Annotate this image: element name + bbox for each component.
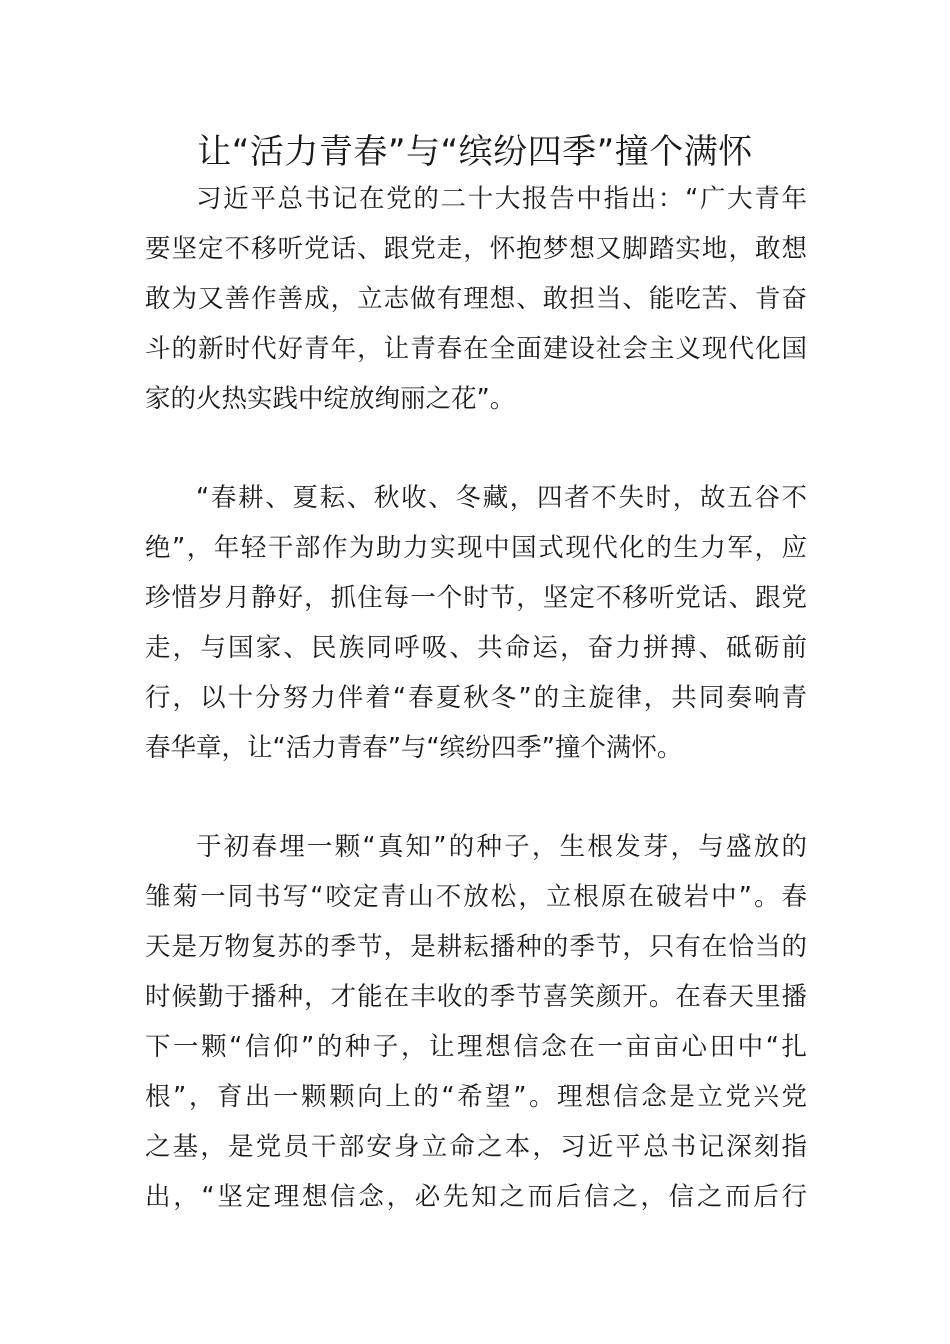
paragraph-line: 家的火热实践中绽放绚丽之花”。: [145, 384, 516, 414]
document-title: 让“活力青春”与“缤纷四季”撞个满怀: [197, 132, 753, 172]
paragraph-1: [145, 174, 807, 424]
paragraph-line: 之基，是党员干部安身立命之本，习近平总书记深刻指: [145, 1132, 807, 1162]
paragraph-line: 行，以十分努力伴着“春夏秋冬”的主旋律，共同奏响青: [145, 683, 807, 713]
paragraph-line: “春耕、夏耘、秋收、冬藏，四者不失时，故五谷不: [196, 483, 807, 513]
paragraph-line: 要坚定不移听党话、跟党走，怀抱梦想又脚踏实地，敢想: [145, 234, 807, 264]
paragraph-line: 敢为又善作善成，立志做有理想、敢担当、能吃苦、肯奋: [145, 284, 807, 314]
paragraph-line: 下一颗“信仰”的种子，让理想信念在一亩亩心田中“扎: [145, 1032, 807, 1062]
paragraph-line: 天是万物复苏的季节，是耕耘播种的季节，只有在恰当的: [145, 932, 807, 962]
paragraph-2: [145, 473, 807, 773]
paragraph-line: 于初春埋一颗“真知”的种子，生根发芽，与盛放的: [196, 832, 807, 862]
paragraph-line: 斗的新时代好青年，让青春在全面建设社会主义现代化国: [145, 334, 807, 364]
paragraph-line: 绝”，年轻干部作为助力实现中国式现代化的生力军，应: [145, 533, 807, 563]
paragraph-line: 出，“坚定理想信念，必先知之而后信之，信之而后行: [145, 1182, 807, 1212]
paragraph-3: [145, 822, 807, 1222]
paragraph-line: 根”，育出一颗颗向上的“希望”。理想信念是立党兴党: [145, 1082, 807, 1112]
paragraph-line: 雏菊一同书写“咬定青山不放松，立根原在破岩中”。春: [145, 882, 807, 912]
paragraph-line: 春华章，让“活力青春”与“缤纷四季”撞个满怀。: [145, 733, 683, 763]
paragraph-line: 珍惜岁月静好，抓住每一个时节，坚定不移听党话、跟党: [145, 583, 807, 613]
paragraph-line: 走，与国家、民族同呼吸、共命运，奋力拼搏、砥砺前: [145, 633, 807, 663]
paragraph-line: 习近平总书记在党的二十大报告中指出：“广大青年: [196, 184, 807, 214]
paragraph-line: 时候勤于播种，才能在丰收的季节喜笑颜开。在春天里播: [145, 982, 807, 1012]
